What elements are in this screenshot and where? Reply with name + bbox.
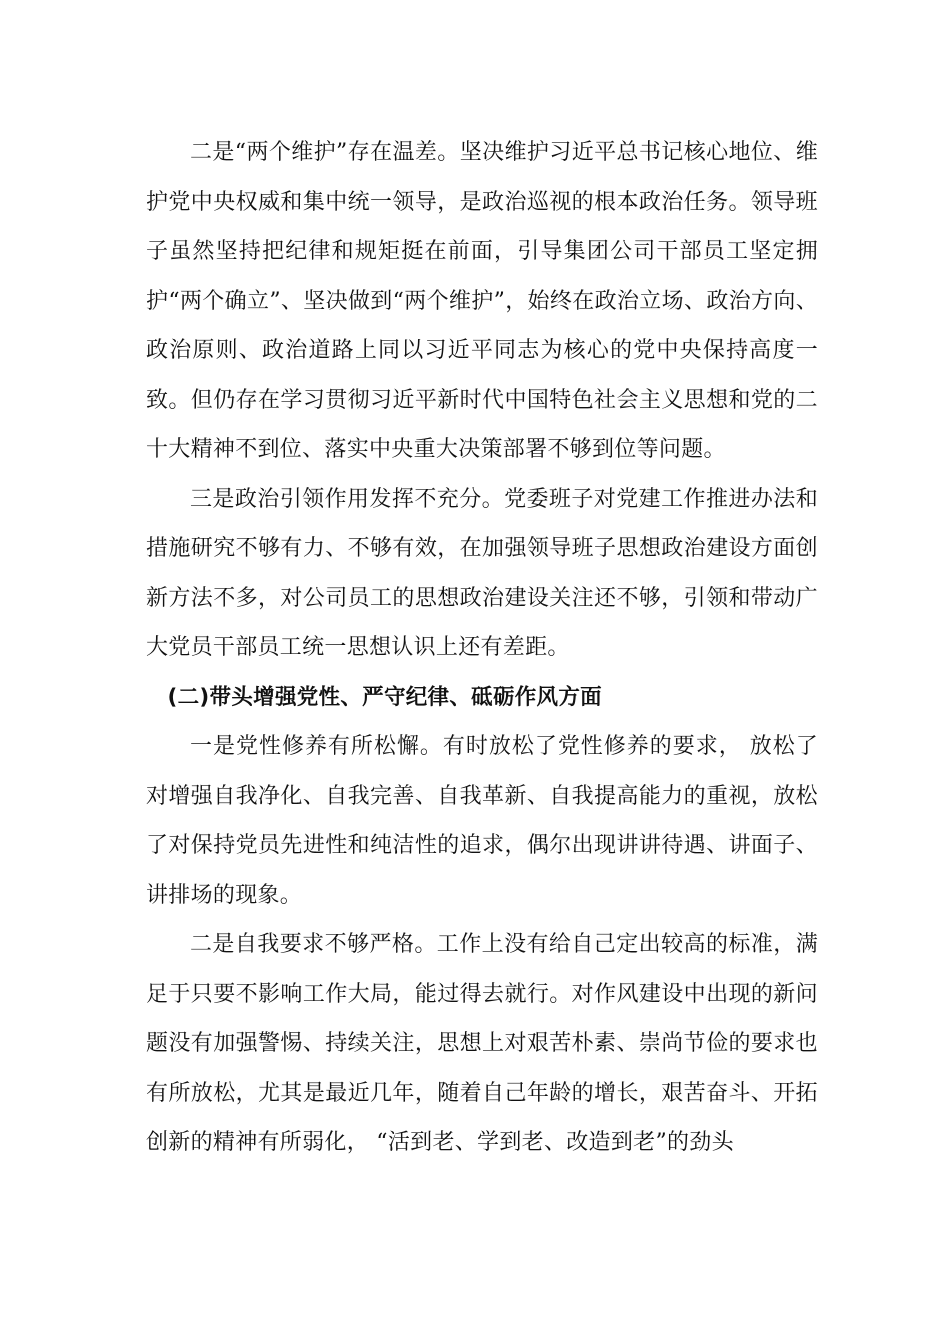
paragraph-party-spirit: 一是党性修养有所松懈。有时放松了党性修养的要求， 放松了对增强自我净化、自我完善、自我革新、自我提高能力的重视，放松了对保持党员先进性和纯洁性的追求，偶尔出现讲讲待遇、讲面子、讲排场的现象。 [146,734,818,908]
paragraph-self-discipline: 二是自我要求不够严格。工作上没有给自己定出较高的标准，满足于只要不影响工作大局，能过得去就行。对作风建设中出现的新问题没有加强警惕、持续关注，思想上对艰苦朴素、崇尚节俭的要求也有所放松，尤其是最近几年，随着自己年龄的增长，艰苦奋斗、开拓创新的精神有所弱化， “活到老、学到老、改造到老”的劲头 [146,932,818,1155]
paragraph-two-safeguards: 二是“两个维护”存在温差。坚决维护习近平总书记核心地位、维护党中央权威和集中统一领导，是政治巡视的根本政治任务。领导班子虽然坚持把纪律和规矩挺在前面，引导集团公司干部员工坚定拥护“两个确立”、坚决做到“两个维护”，始终在政治立场、政治方向、政治原则、政治道路上同以习近平同志为核心的党中央保持高度一致。但仍存在学习贯彻习近平新时代中国特色社会主义思想和党的二十大精神不到位、落实中央重大决策部署不够到位等问题。 [146,140,818,462]
document-body [146,128,818,1168]
section-heading: (二)带头增强党性、严守纪律、砥砺作风方面 [167,684,602,710]
paragraph-political-leadership: 三是政治引领作用发挥不充分。党委班子对党建工作推进办法和措施研究不够有力、不够有效，在加强领导班子思想政治建设方面创新方法不多，对公司员工的思想政治建设关注还不够，引领和带动广大党员干部员工统一思想认识上还有差距。 [146,486,818,660]
